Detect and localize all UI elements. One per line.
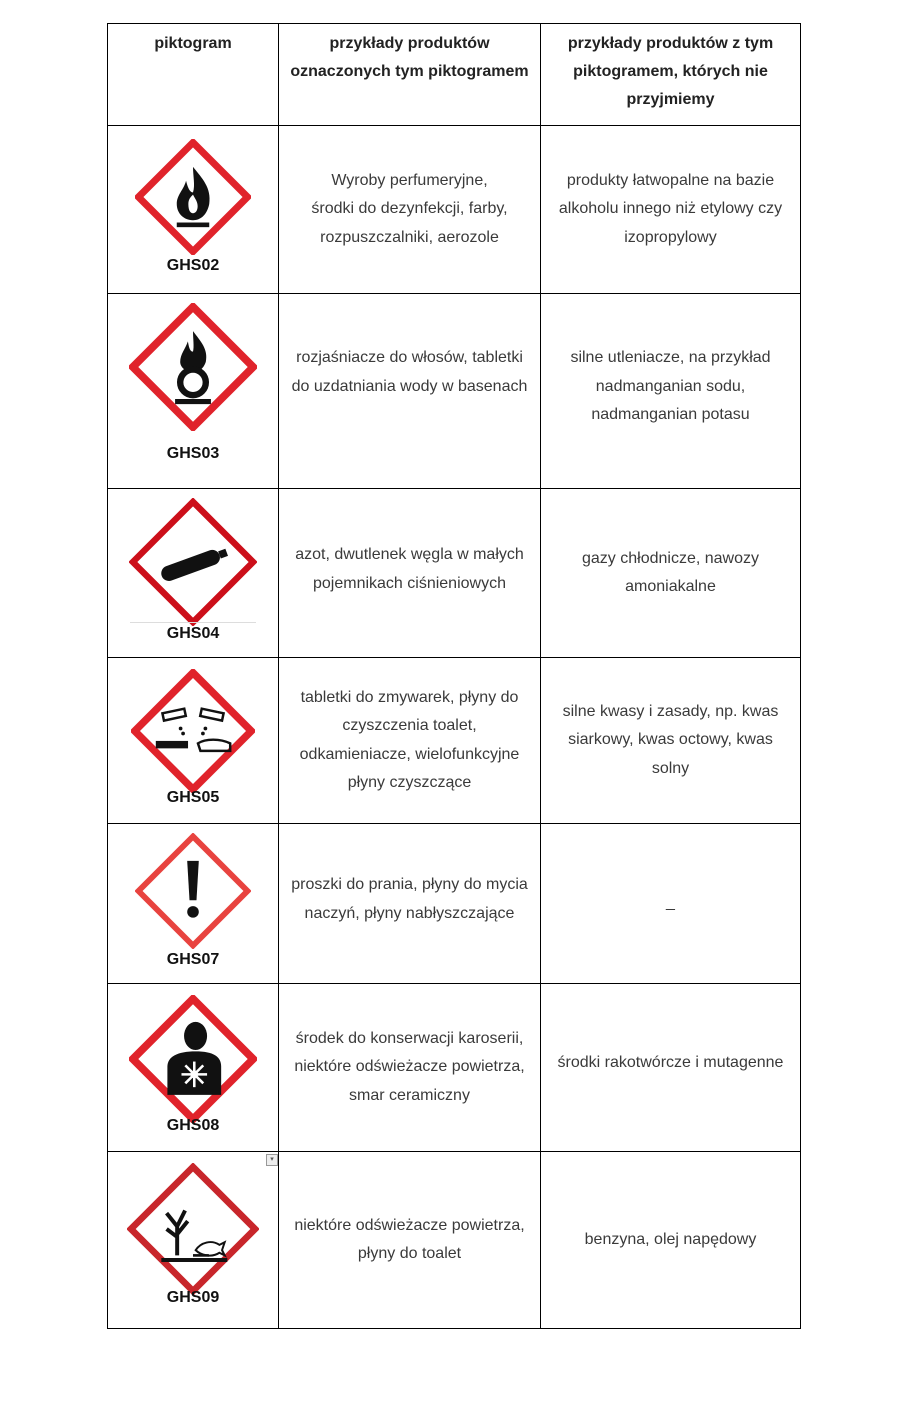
pictogram-cell (108, 294, 279, 489)
ghs-code: GHS07 (166, 950, 220, 968)
pictogram-cell (108, 984, 279, 1152)
pictogram-cell (108, 489, 279, 658)
rejected-products: silne utleniacze, na przykład nadmanganian sodu, nadmanganian potasu (541, 294, 801, 489)
accepted-products: azot, dwutlenek węgla w małych pojemnikach ciśnieniowych (279, 489, 541, 658)
table-row (108, 984, 801, 1152)
header-accepted: przykłady produktów oznaczonych tym piktogramem (279, 24, 541, 126)
header-piktogram: piktogram (108, 24, 279, 126)
accepted-products: tabletki do zmywarek, płyny do czyszczenia toalet, odkamieniacze, wielofunkcyjne płyny czyszczące (279, 658, 541, 824)
rejected-products: benzyna, olej napędowy (541, 1152, 801, 1329)
header-row (108, 24, 801, 126)
table-row (108, 658, 801, 824)
table-row (108, 489, 801, 658)
flame-over-circle-icon (129, 303, 257, 431)
health-hazard-icon (129, 995, 257, 1123)
accepted-products: rozjaśniacze do włosów, tabletki do uzdatniania wody w basenach (279, 294, 541, 489)
ghs-code: GHS03 (166, 445, 220, 462)
rejected-products: gazy chłodnicze, nawozy amoniakalne (541, 489, 801, 658)
ghs-code: GHS04 (166, 624, 220, 642)
pictogram-cell (108, 1152, 279, 1329)
exclamation-mark-icon (135, 833, 251, 949)
table-row (108, 1152, 801, 1329)
dropdown-arrow-icon[interactable]: ▾ (266, 1154, 278, 1166)
table-row (108, 126, 801, 294)
rejected-products: środki rakotwórcze i mutagenne (541, 984, 801, 1152)
gas-cylinder-icon (129, 498, 257, 626)
pictogram-cell (108, 824, 279, 984)
ghs-code: GHS05 (166, 788, 220, 806)
ghs-table (107, 23, 801, 1329)
header-rejected: przykłady produktów z tym piktogramem, których nie przyjmiemy (541, 24, 801, 126)
rejected-products: _ (541, 824, 801, 984)
accepted-products: proszki do prania, płyny do mycia naczyń, płyny nabłyszczające (279, 824, 541, 984)
accepted-products: niektóre odświeżacze powietrza, płyny do toalet (279, 1152, 541, 1329)
environment-icon (127, 1163, 259, 1295)
pictogram-cell (108, 126, 279, 294)
ghs-code: GHS02 (166, 256, 220, 274)
accepted-products: środek do konserwacji karoserii, niektóre odświeżacze powietrza, smar ceramiczny (279, 984, 541, 1152)
table-row (108, 824, 801, 984)
table-row (108, 294, 801, 489)
ghs-code: GHS09 (166, 1289, 220, 1306)
pictogram-cell (108, 658, 279, 824)
rejected-products: silne kwasy i zasady, np. kwas siarkowy, kwas octowy, kwas solny (541, 658, 801, 824)
corrosion-icon (131, 669, 255, 793)
flame-icon (135, 139, 251, 255)
accepted-products: Wyroby perfumeryjne, środki do dezynfekcji, farby, rozpuszczalniki, aerozole (279, 126, 541, 294)
rejected-products: produkty łatwopalne na bazie alkoholu innego niż etylowy czy izopropylowy (541, 126, 801, 294)
ghs-code: GHS08 (166, 1116, 220, 1134)
